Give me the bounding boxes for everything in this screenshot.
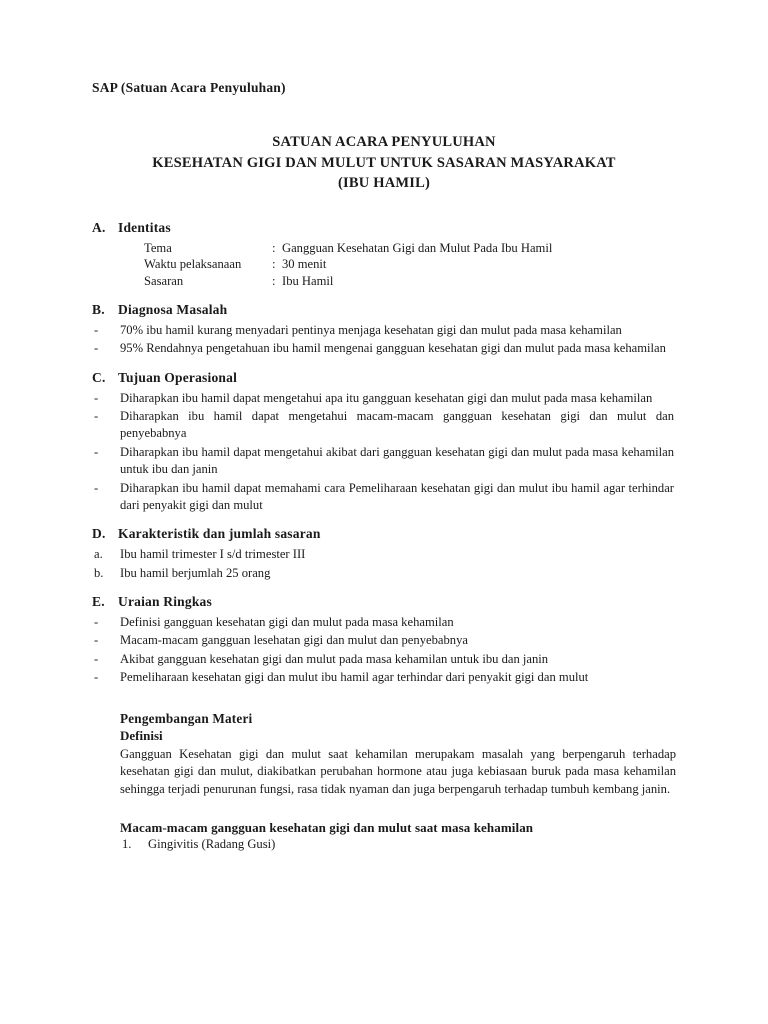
list-item — [92, 632, 676, 649]
field-separator: : — [272, 274, 276, 289]
identitas-row — [144, 273, 676, 290]
list-marker: - — [94, 651, 99, 666]
field-value: Ibu Hamil — [282, 274, 334, 289]
list-text: Definisi gangguan kesehatan gigi dan mulut pada masa kehamilan — [120, 615, 454, 630]
title-line-2: KESEHATAN GIGI DAN MULUT UNTUK SASARAN MASYARAKAT — [152, 154, 616, 171]
list-marker: a. — [94, 547, 103, 562]
title-line-1: SATUAN ACARA PENYULUHAN — [272, 134, 496, 150]
identitas-fields — [144, 240, 676, 290]
section-d-title: Karakteristik dan jumlah sasaran — [118, 526, 321, 542]
section-b-title: Diagnosa Masalah — [118, 301, 228, 317]
list-marker: - — [94, 633, 99, 648]
title-line-3: (IBU HAMIL) — [337, 175, 431, 192]
definisi-paragraph: Gangguan Kesehatan gigi dan mulut saat kehamilan merupakam masalah yang berpengaruh terhadap kesehatan gigi dan mulut, diakibatkan perubahan hormone atau juga kebiasaan buruk pada masa kehamilan sehingga terjadi penurunan fungsi, rasa tidak nyaman dan juga berpengaruh terhadap tumbuh kembang janin. — [120, 746, 676, 796]
field-separator: : — [272, 240, 276, 255]
field-label: Waktu pelaksanaan — [144, 257, 242, 272]
list-marker: - — [94, 444, 99, 459]
section-b-letter: B. — [92, 301, 105, 317]
list-item — [92, 614, 676, 631]
list-text: Pemeliharaan kesehatan gigi dan mulut ibu hamil agar terhindar dari penyakit gigi dan mulut — [120, 670, 589, 685]
section-c-heading — [92, 370, 676, 386]
list-text: Diharapkan ibu hamil dapat memahami cara Pemeliharaan kesehatan gigi dan mulut ibu hamil agar terhindar dari penyakit gigi dan mulut — [120, 480, 674, 512]
list-item — [92, 444, 676, 479]
list-marker: - — [94, 615, 99, 630]
list-item — [92, 322, 676, 339]
list-text: Akibat gangguan kesehatan gigi dan mulut pada masa kehamilan untuk ibu dan janin — [120, 651, 549, 666]
section-diagnosa-masalah — [92, 302, 676, 358]
field-separator: : — [272, 257, 276, 272]
list-text: Diharapkan ibu hamil dapat mengetahui akibat dari gangguan kesehatan gigi dan mulut pada masa kehamilan untuk ibu dan janin — [120, 444, 674, 477]
list-text: Ibu hamil berjumlah 25 orang — [120, 565, 271, 580]
pengembangan-materi-heading: Pengembangan Materi — [120, 710, 253, 726]
field-label: Tema — [144, 240, 172, 255]
list-marker: - — [94, 480, 99, 495]
macam-macam-heading: Macam-macam gangguan kesehatan gigi dan mulut saat masa kehamilan — [120, 820, 534, 836]
section-a-title: Identitas — [118, 219, 171, 235]
field-value: Gangguan Kesehatan Gigi dan Mulut Pada Ibu Hamil — [282, 240, 553, 255]
list-text: Gingivitis (Radang Gusi) — [148, 837, 276, 852]
tujuan-list — [92, 390, 676, 515]
definisi-heading: Definisi — [120, 727, 163, 743]
section-tujuan-operasional — [92, 370, 676, 515]
list-marker: 1. — [122, 837, 132, 852]
list-marker: - — [94, 409, 99, 424]
identitas-row — [144, 256, 676, 273]
diagnosa-list — [92, 322, 676, 358]
list-item — [92, 408, 676, 443]
list-text: Ibu hamil trimester I s/d trimester III — [120, 547, 306, 562]
section-uraian-ringkas — [92, 594, 676, 687]
field-value: 30 menit — [282, 257, 327, 272]
section-identitas — [92, 220, 676, 290]
section-c-letter: C. — [92, 369, 106, 385]
list-text: 95% Rendahnya pengetahuan ibu hamil mengenai gangguan kesehatan gigi dan mulut pada masa kehamilan — [120, 341, 666, 356]
section-a-letter: A. — [92, 219, 106, 235]
section-d-heading — [92, 526, 676, 542]
section-a-heading — [92, 220, 676, 236]
list-marker: - — [94, 341, 99, 356]
section-d-letter: D. — [92, 526, 106, 542]
uraian-list — [92, 614, 676, 687]
list-marker: b. — [94, 565, 104, 580]
document-header-label: SAP (Satuan Acara Penyuluhan) — [92, 80, 286, 95]
section-e-heading — [92, 594, 676, 610]
list-item — [92, 340, 676, 357]
list-text: 70% ibu hamil kurang menyadari pentinya menjaga kesehatan gigi dan mulut pada masa kehamilan — [120, 322, 622, 337]
list-marker: - — [94, 322, 99, 337]
list-marker: - — [94, 670, 99, 685]
list-item — [92, 669, 676, 686]
list-item — [92, 390, 676, 407]
macam-macam-list — [120, 836, 676, 853]
section-b-heading — [92, 302, 676, 318]
karakteristik-list — [92, 546, 676, 582]
list-item — [92, 651, 676, 668]
list-text: Macam-macam gangguan lesehatan gigi dan mulut dan penyebabnya — [120, 633, 468, 648]
section-e-letter: E. — [92, 594, 105, 610]
list-marker: - — [94, 390, 99, 405]
pengembangan-materi-block — [120, 711, 676, 854]
section-karakteristik — [92, 526, 676, 582]
section-c-title: Tujuan Operasional — [118, 369, 238, 385]
list-item — [120, 836, 676, 853]
identitas-row — [144, 240, 676, 257]
list-text: Diharapkan ibu hamil dapat mengetahui apa itu gangguan kesehatan gigi dan mulut pada masa kehamilan — [120, 390, 653, 405]
list-item — [92, 565, 676, 582]
section-e-title: Uraian Ringkas — [118, 594, 212, 610]
field-label: Sasaran — [144, 274, 184, 289]
list-item — [92, 480, 676, 515]
list-item — [92, 546, 676, 563]
list-text: Diharapkan ibu hamil dapat mengetahui macam-macam gangguan kesehatan gigi dan mulut dan penyebabnya — [120, 409, 674, 441]
document-title — [92, 132, 676, 194]
